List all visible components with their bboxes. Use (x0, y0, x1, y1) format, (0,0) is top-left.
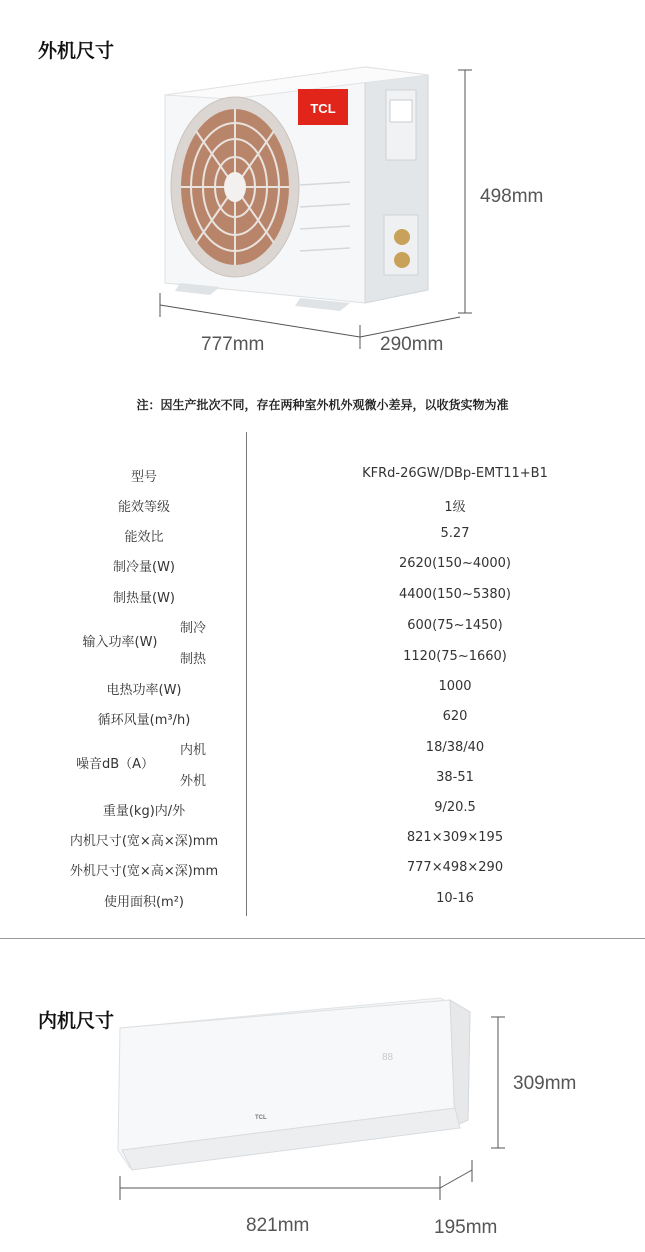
spec-value-area: 10-16 (436, 891, 474, 906)
spec-value-heating-capacity: 4400(150~5380) (398, 587, 512, 602)
spec-label-electric-heating: 电热功率(W) (106, 683, 182, 698)
spec-label-energy-grade: 能效等级 (117, 500, 170, 515)
indoor-depth-label: 195mm (434, 1217, 498, 1238)
spec-sub-power-cooling: 制冷 (180, 621, 207, 636)
spec-label-efficiency: 能效比 (124, 530, 164, 545)
spec-value-power-cooling: 600(75~1450) (407, 618, 503, 633)
spec-sub-noise-indoor: 内机 (180, 743, 207, 758)
spec-sub-noise-outdoor: 外机 (180, 774, 207, 789)
spec-label-input-power: 输入功率(W) (82, 635, 158, 650)
spec-label-model: 型号 (130, 470, 157, 485)
outdoor-height-label: 498mm (480, 186, 544, 207)
indoor-width-label: 821mm (246, 1215, 310, 1236)
spec-value-outdoor-size: 777×498×290 (406, 860, 504, 875)
spec-value-airflow: 620 (442, 709, 468, 724)
display-icon: 88 (382, 1052, 394, 1063)
spec-value-cooling-capacity: 2620(150~4000) (398, 556, 512, 571)
spec-label-cooling-capacity: 制冷量(W) (113, 560, 175, 575)
spec-value-weight: 9/20.5 (434, 800, 476, 815)
outdoor-width-label: 777mm (201, 334, 265, 355)
indoor-height-label: 309mm (513, 1073, 577, 1094)
spec-sub-power-heating: 制热 (180, 652, 207, 667)
outdoor-depth-label: 290mm (380, 334, 444, 355)
spec-label-indoor-size: 内机尺寸(宽×高×深)mm (69, 834, 219, 849)
outdoor-unit-image (150, 55, 480, 355)
spec-value-power-heating: 1120(75~1660) (403, 649, 507, 664)
spec-label-weight: 重量(kg)内/外 (102, 804, 186, 819)
spec-label-area: 使用面积(m²) (103, 895, 185, 910)
spec-value-electric-heating: 1000 (438, 679, 472, 694)
section-divider (0, 938, 645, 939)
appearance-note: 注：因生产批次不同，存在两种室外机外观微小差异，以收货实物为准 (136, 398, 509, 412)
spec-value-indoor-size: 821×309×195 (406, 830, 504, 845)
spec-value-energy-grade: 1级 (444, 500, 466, 515)
spec-value-model: KFRd-26GW/DBp-EMT11+B1 (362, 466, 548, 481)
spec-label-airflow: 循环风量(m³/h) (97, 713, 191, 728)
spec-value-noise-outdoor: 38-51 (436, 770, 474, 785)
spec-label-noise: 噪音dB（A） (75, 757, 155, 772)
spec-value-efficiency: 5.27 (440, 526, 470, 541)
outdoor-section-title: 外机尺寸 (38, 40, 115, 62)
indoor-section-title: 内机尺寸 (38, 1010, 115, 1032)
spec-label-outdoor-size: 外机尺寸(宽×高×深)mm (69, 864, 219, 879)
spec-label-heating-capacity: 制热量(W) (113, 591, 175, 606)
outdoor-brand-label: TCL (310, 101, 336, 116)
spec-divider (246, 432, 247, 916)
spec-value-noise-indoor: 18/38/40 (425, 740, 485, 755)
indoor-unit-image (110, 990, 510, 1210)
indoor-brand-label: TCL (255, 1115, 267, 1121)
